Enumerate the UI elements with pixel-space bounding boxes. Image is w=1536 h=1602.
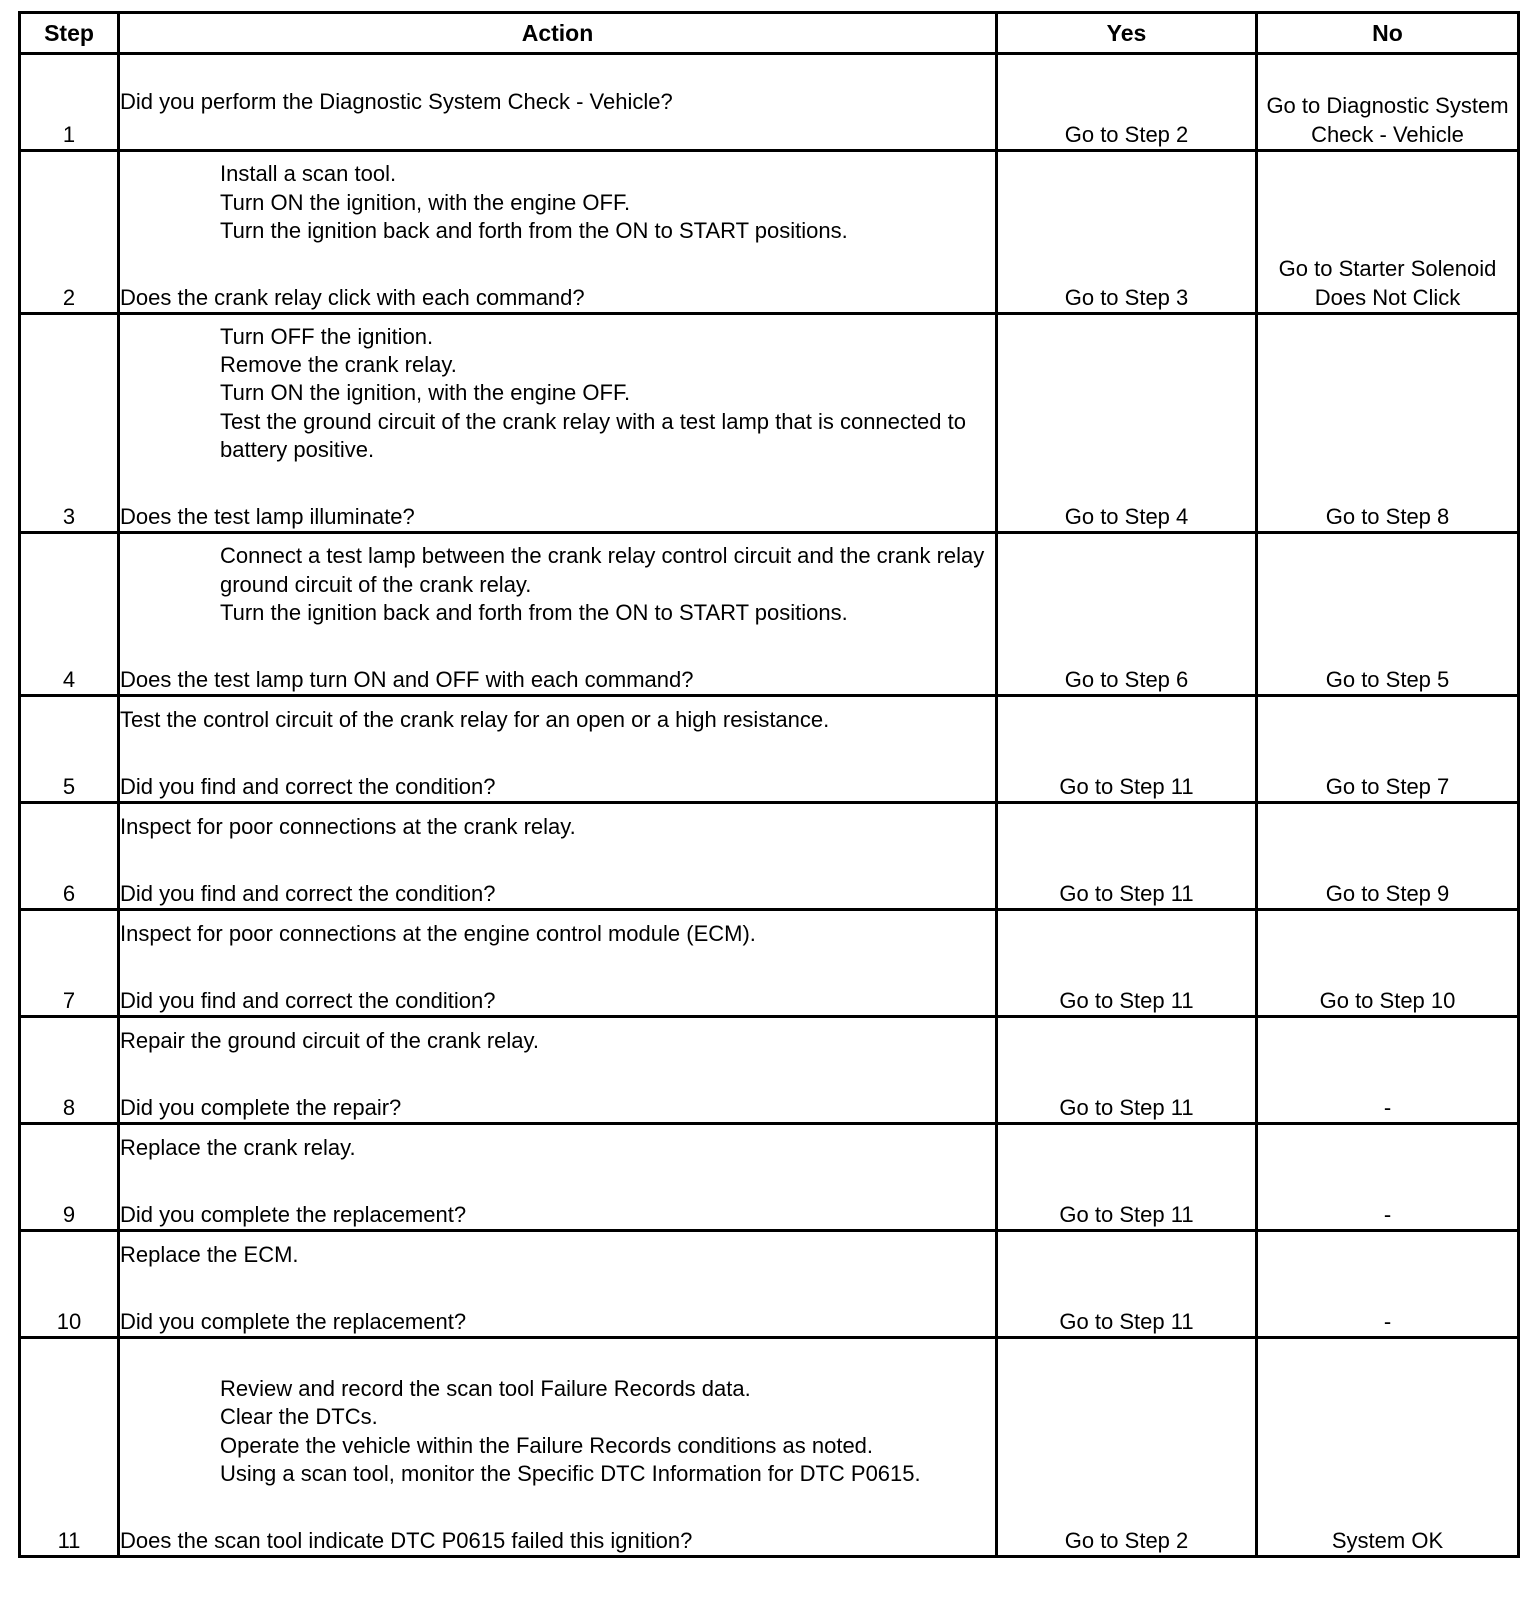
action-question: Did you complete the replacement? xyxy=(120,1201,467,1227)
action-instruction: Turn OFF the ignition. xyxy=(220,323,434,349)
step-number: 6 xyxy=(20,803,119,910)
action-cell xyxy=(119,696,997,803)
no-cell: Go to Step 7 xyxy=(1257,696,1519,803)
yes-cell: Go to Step 3 xyxy=(997,151,1257,314)
table-row xyxy=(20,1231,1519,1338)
yes-cell: Go to Step 11 xyxy=(997,1231,1257,1338)
table-row xyxy=(20,696,1519,803)
yes-cell: Go to Step 11 xyxy=(997,910,1257,1017)
no-cell: Go to Diagnostic System Check - Vehicle xyxy=(1257,54,1519,151)
no-cell: Go to Step 9 xyxy=(1257,803,1519,910)
no-cell: Go to Step 8 xyxy=(1257,314,1519,533)
step-number: 5 xyxy=(20,696,119,803)
action-cell xyxy=(119,1017,997,1124)
action-question: Did you complete the replacement? xyxy=(120,1308,467,1334)
step-number: 9 xyxy=(20,1124,119,1231)
step-number: 7 xyxy=(20,910,119,1017)
table-row xyxy=(20,54,1519,151)
action-lead: Repair the ground circuit of the crank relay. xyxy=(120,1028,540,1054)
no-cell: Go to Starter Solenoid Does Not Click xyxy=(1257,151,1519,314)
action-cell xyxy=(119,54,997,151)
action-lead: Replace the crank relay. xyxy=(120,1135,356,1161)
no-cell: Go to Step 5 xyxy=(1257,533,1519,696)
action-question: Did you find and correct the condition? xyxy=(120,773,496,799)
step-number: 3 xyxy=(20,314,119,533)
table-row xyxy=(20,910,1519,1017)
action-lead: Inspect for poor connections at the engine control module (ECM). xyxy=(120,921,756,947)
action-instruction: Remove the crank relay. xyxy=(220,351,457,377)
table-row xyxy=(20,1338,1519,1557)
header-step: Step xyxy=(20,13,119,54)
action-instruction: Turn the ignition back and forth from the ON to START positions. xyxy=(220,218,848,244)
action-instruction: Operate the vehicle within the Failure Records conditions as noted. xyxy=(220,1432,874,1458)
action-instruction: Turn ON the ignition, with the engine OFF. xyxy=(220,380,631,406)
action-cell xyxy=(119,533,997,696)
action-instruction: Review and record the scan tool Failure Records data. xyxy=(220,1375,751,1401)
no-cell: System OK xyxy=(1257,1338,1519,1557)
action-question: Does the crank relay click with each command? xyxy=(120,284,585,310)
action-instruction: Test the ground circuit of the crank relay with a test lamp that is connected to battery positive. xyxy=(220,408,966,463)
yes-cell: Go to Step 2 xyxy=(997,54,1257,151)
table-row xyxy=(20,1017,1519,1124)
action-cell xyxy=(119,1231,997,1338)
action-lead: Replace the ECM. xyxy=(120,1242,299,1268)
table-row xyxy=(20,533,1519,696)
action-question: Did you find and correct the condition? xyxy=(120,880,496,906)
action-cell xyxy=(119,151,997,314)
table-row xyxy=(20,803,1519,910)
action-question: Does the test lamp turn ON and OFF with each command? xyxy=(120,666,694,692)
no-cell: Go to Step 10 xyxy=(1257,910,1519,1017)
step-number: 11 xyxy=(20,1338,119,1557)
action-question: Did you complete the repair? xyxy=(120,1094,402,1120)
step-number: 1 xyxy=(20,54,119,151)
action-cell xyxy=(119,1124,997,1231)
step-number: 2 xyxy=(20,151,119,314)
header-row xyxy=(20,13,1519,54)
action-question: Does the scan tool indicate DTC P0615 failed this ignition? xyxy=(120,1527,693,1553)
step-number: 8 xyxy=(20,1017,119,1124)
no-cell: - xyxy=(1257,1124,1519,1231)
action-instruction: Connect a test lamp between the crank relay control circuit and the crank relay ground circuit of the crank relay. xyxy=(220,543,985,597)
step-number: 10 xyxy=(20,1231,119,1338)
header-no: No xyxy=(1257,13,1519,54)
header-yes: Yes xyxy=(997,13,1257,54)
action-cell xyxy=(119,910,997,1017)
action-instruction: Using a scan tool, monitor the Specific DTC Information for DTC P0615. xyxy=(220,1461,921,1487)
action-instruction: Install a scan tool. xyxy=(220,161,397,187)
yes-cell: Go to Step 11 xyxy=(997,1124,1257,1231)
action-lead: Test the control circuit of the crank relay for an open or a high resistance. xyxy=(120,707,830,733)
no-cell: - xyxy=(1257,1231,1519,1338)
table-row xyxy=(20,151,1519,314)
step-number: 4 xyxy=(20,533,119,696)
yes-cell: Go to Step 11 xyxy=(997,696,1257,803)
action-instruction: Clear the DTCs. xyxy=(220,1404,378,1430)
action-question: Did you perform the Diagnostic System Check - Vehicle? xyxy=(120,88,673,114)
table-row xyxy=(20,1124,1519,1231)
action-cell xyxy=(119,1338,997,1557)
action-question: Does the test lamp illuminate? xyxy=(120,503,415,529)
action-cell xyxy=(119,803,997,910)
action-cell xyxy=(119,314,997,533)
yes-cell: Go to Step 4 xyxy=(997,314,1257,533)
table-row xyxy=(20,314,1519,533)
diagnostic-table xyxy=(18,11,1520,1558)
yes-cell: Go to Step 6 xyxy=(997,533,1257,696)
action-instruction: Turn ON the ignition, with the engine OFF. xyxy=(220,189,631,215)
header-action: Action xyxy=(119,13,997,54)
action-lead: Inspect for poor connections at the crank relay. xyxy=(120,814,576,840)
action-instruction: Turn the ignition back and forth from the ON to START positions. xyxy=(220,600,848,626)
action-question: Did you find and correct the condition? xyxy=(120,987,496,1013)
yes-cell: Go to Step 11 xyxy=(997,1017,1257,1124)
no-cell: - xyxy=(1257,1017,1519,1124)
yes-cell: Go to Step 2 xyxy=(997,1338,1257,1557)
yes-cell: Go to Step 11 xyxy=(997,803,1257,910)
